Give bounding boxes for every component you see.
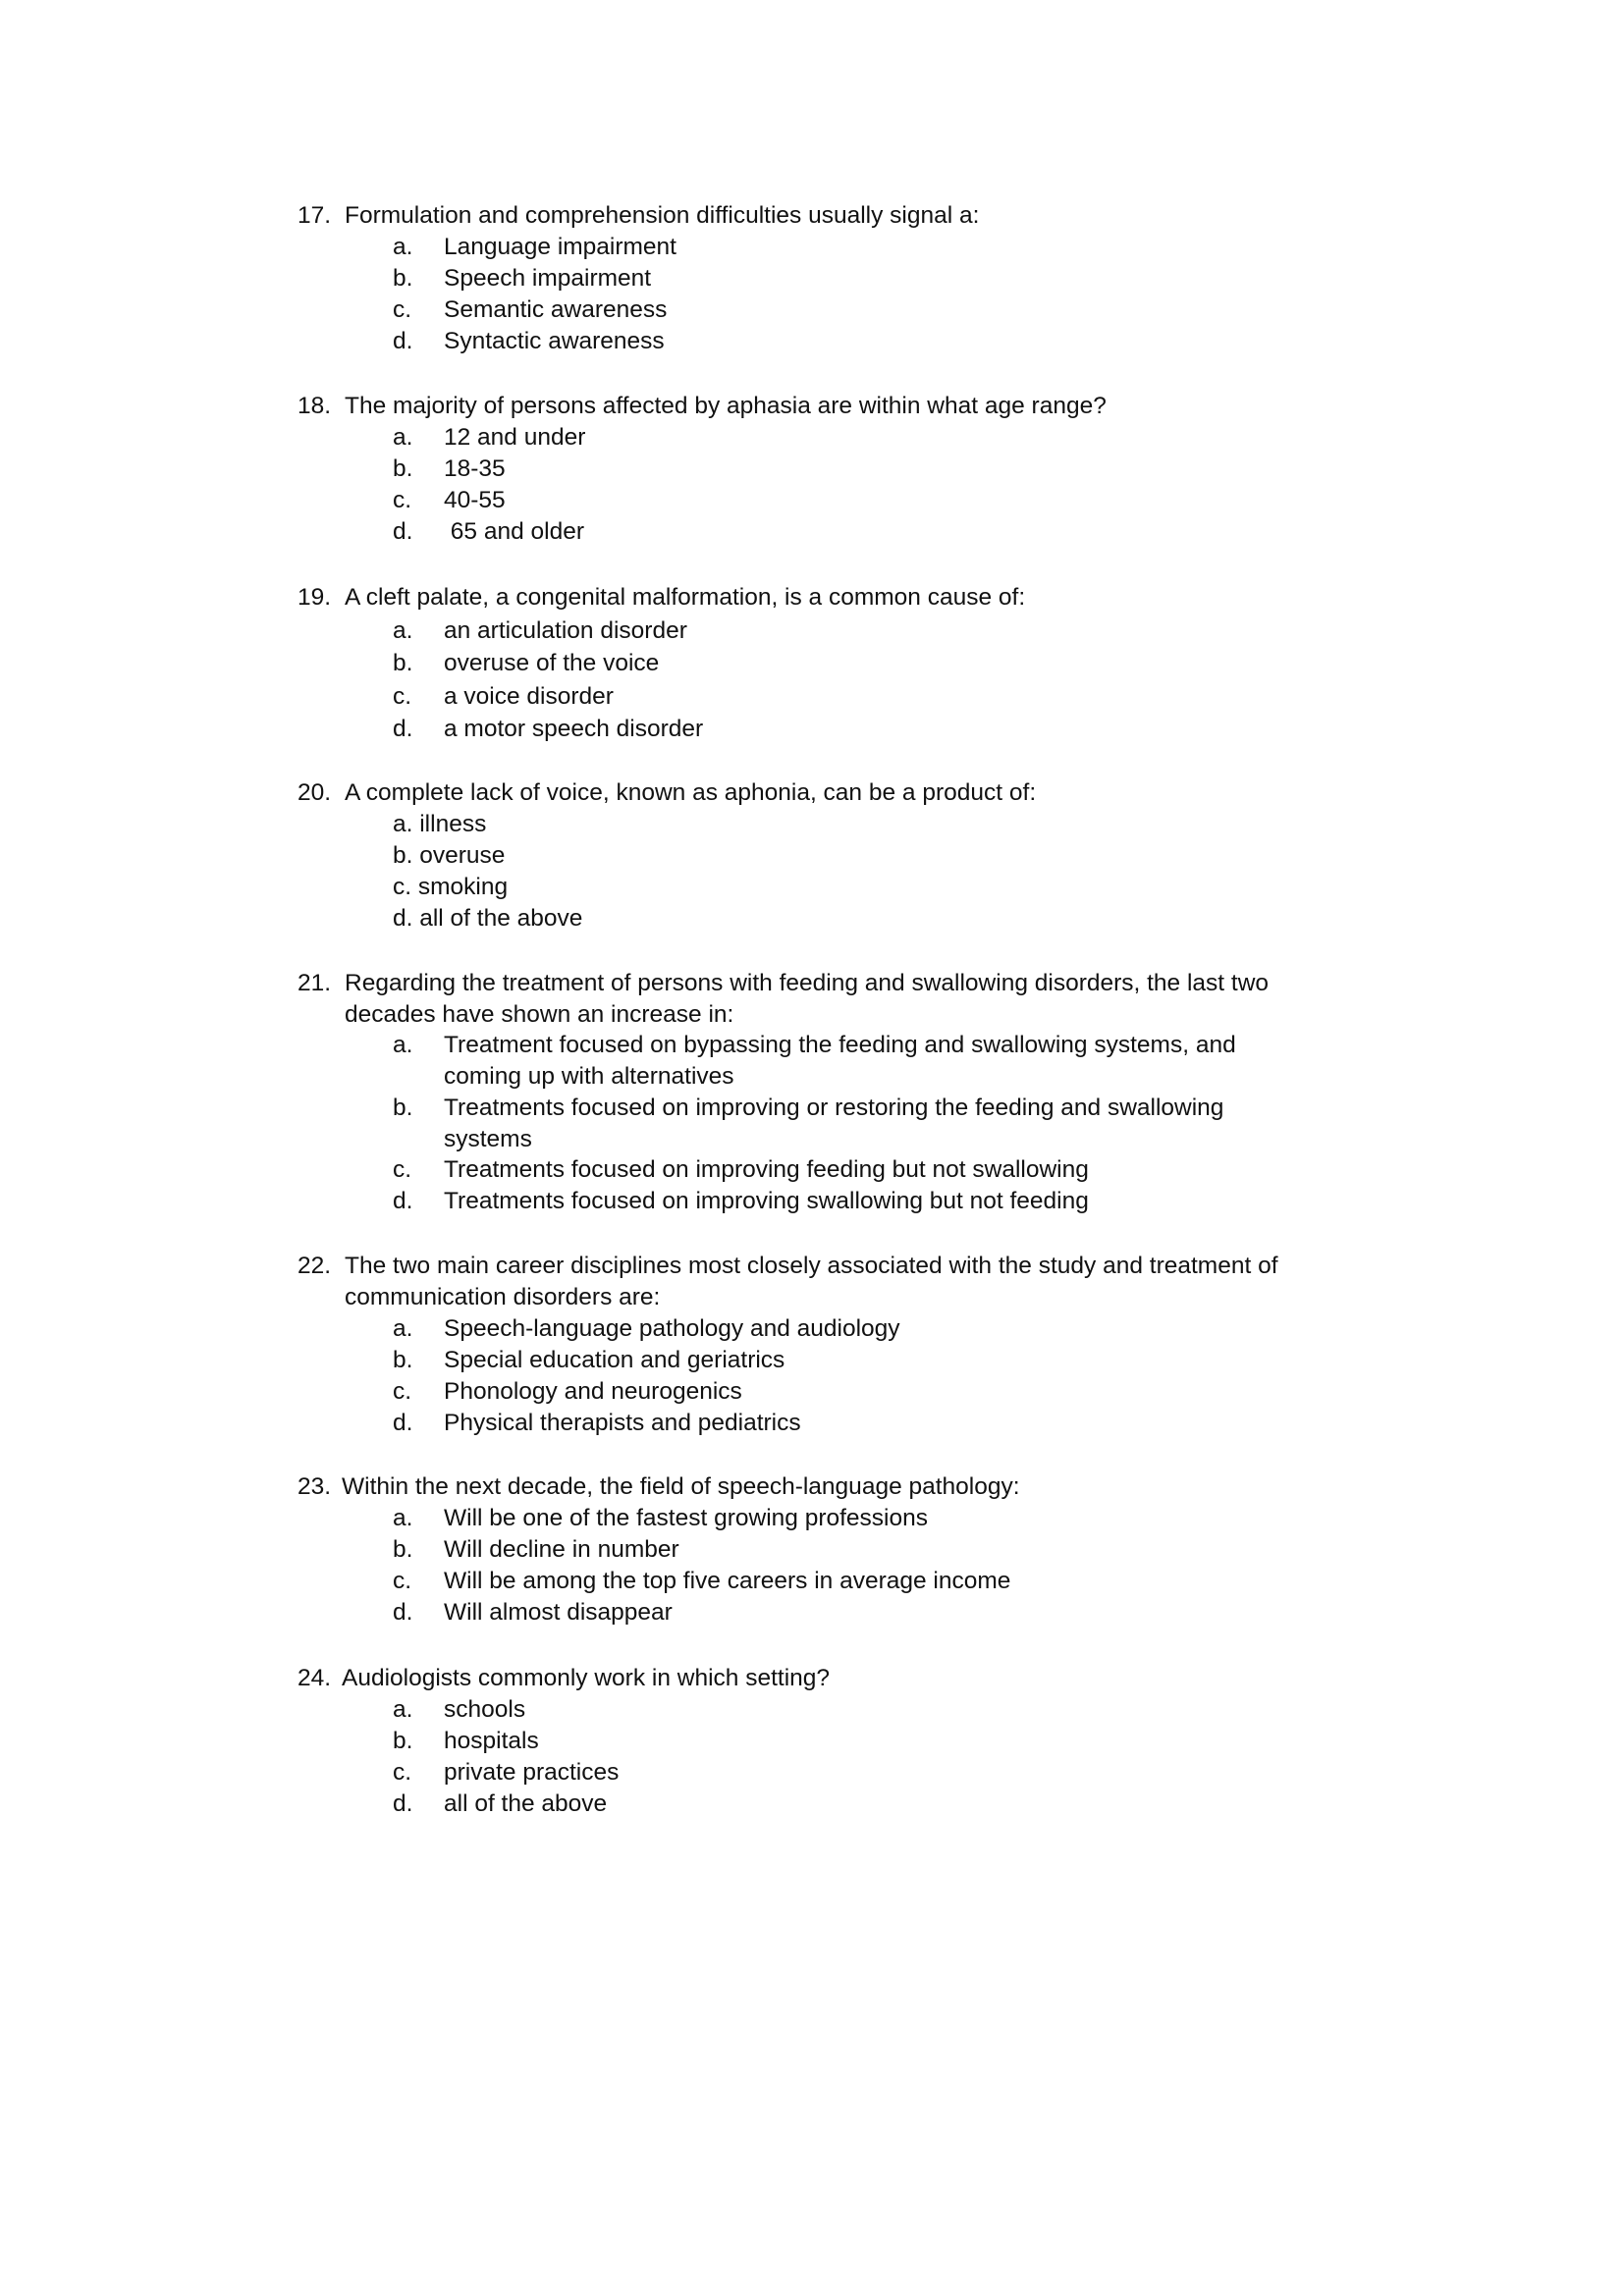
question-number: 23. xyxy=(298,1473,332,1500)
option-letter: d. xyxy=(393,328,413,354)
option-text: Treatment focused on bypassing the feeding and swallowing systems, and xyxy=(444,1032,1236,1059)
option-letter: c. xyxy=(393,1759,412,1786)
question-text: A cleft palate, a congenital malformation, is a common cause of: xyxy=(345,584,1026,611)
question-text: Regarding the treatment of persons with feeding and swallowing disorders, the last two xyxy=(345,970,1270,996)
option-text: Speech impairment xyxy=(444,265,652,292)
question-number: 21. xyxy=(298,970,332,996)
option-text: overuse of the voice xyxy=(444,650,660,676)
option-text: 65 and older xyxy=(444,518,585,545)
option-letter: b. xyxy=(393,455,413,482)
question-text: communication disorders are: xyxy=(345,1284,661,1310)
question-text: Formulation and comprehension difficulties usually signal a: xyxy=(345,202,980,229)
question-number: 18. xyxy=(298,393,332,419)
option-text: coming up with alternatives xyxy=(444,1063,734,1091)
option-text: all of the above xyxy=(444,1790,608,1817)
option-text: Speech-language pathology and audiology xyxy=(444,1315,900,1342)
question-number: 20. xyxy=(298,779,332,806)
question-number: 22. xyxy=(298,1253,332,1279)
option-letter: a. xyxy=(393,1315,413,1342)
option-text: Will be one of the fastest growing professions xyxy=(444,1505,928,1531)
option-text: Treatments focused on improving or restoring the feeding and swallowing xyxy=(444,1094,1224,1121)
option-text: Will decline in number xyxy=(444,1536,679,1563)
option-text: Physical therapists and pediatrics xyxy=(444,1410,801,1436)
option-letter: a. xyxy=(393,1696,413,1723)
option-letter: d. xyxy=(393,518,413,545)
option-text: private practices xyxy=(444,1759,620,1786)
option-text: 12 and under xyxy=(444,424,586,451)
option-letter: b. xyxy=(393,265,413,292)
option-letter: b. xyxy=(393,1536,413,1563)
option-text: Treatments focused on improving feeding but not swallowing xyxy=(444,1156,1089,1184)
option-text: an articulation disorder xyxy=(444,616,687,644)
option-letter: a. xyxy=(393,616,413,644)
option-letter: c. xyxy=(393,296,412,323)
option-text: schools xyxy=(444,1696,526,1723)
option-text: Treatments focused on improving swallowing but not feeding xyxy=(444,1187,1089,1214)
option-text: hospitals xyxy=(444,1728,539,1754)
option-letter: a. xyxy=(393,1505,413,1531)
option-letter: d. xyxy=(393,1790,413,1817)
option-text: 40-55 xyxy=(444,487,506,513)
option-letter: c. xyxy=(393,1156,412,1184)
question-text: The two main career disciplines most closely associated with the study and treatment of xyxy=(345,1253,1278,1279)
option-letter: c. xyxy=(393,1378,412,1405)
option-letter: c. xyxy=(393,487,412,513)
option-text: Will be among the top five careers in average income xyxy=(444,1568,1011,1594)
option-text: a. illness xyxy=(393,811,487,837)
question-text: decades have shown an increase in: xyxy=(345,1000,734,1028)
option-letter: b. xyxy=(393,1728,413,1754)
option-text: d. all of the above xyxy=(393,905,583,932)
question-number: 19. xyxy=(298,584,332,611)
option-text: c. smoking xyxy=(393,874,509,900)
option-text: Semantic awareness xyxy=(444,296,668,323)
option-text: Language impairment xyxy=(444,234,676,260)
option-letter: b. xyxy=(393,650,413,676)
option-text: b. overuse xyxy=(393,842,506,869)
option-text: a motor speech disorder xyxy=(444,716,704,742)
option-letter: b. xyxy=(393,1094,413,1121)
option-text: a voice disorder xyxy=(444,682,614,710)
option-letter: c. xyxy=(393,682,412,710)
option-letter: d. xyxy=(393,1187,413,1214)
question-text: The majority of persons affected by aphasia are within what age range? xyxy=(345,393,1107,419)
option-text: Phonology and neurogenics xyxy=(444,1378,742,1405)
question-number: 24. xyxy=(298,1665,332,1691)
option-letter: a. xyxy=(393,234,413,260)
question-number: 17. xyxy=(298,202,332,229)
question-text: Audiologists commonly work in which setting? xyxy=(342,1665,831,1691)
option-letter: d. xyxy=(393,716,413,742)
option-letter: b. xyxy=(393,1347,413,1373)
question-text: A complete lack of voice, known as aphonia, can be a product of: xyxy=(345,779,1037,806)
option-text: Special education and geriatrics xyxy=(444,1347,785,1373)
option-letter: a. xyxy=(393,424,413,451)
option-text: Syntactic awareness xyxy=(444,328,665,354)
option-letter: d. xyxy=(393,1410,413,1436)
option-letter: a. xyxy=(393,1032,413,1059)
option-text: Will almost disappear xyxy=(444,1599,673,1626)
option-text: systems xyxy=(444,1125,532,1152)
question-text: Within the next decade, the field of speech-language pathology: xyxy=(342,1473,1020,1500)
option-letter: c. xyxy=(393,1568,412,1594)
option-letter: d. xyxy=(393,1599,413,1626)
option-text: 18-35 xyxy=(444,455,506,482)
